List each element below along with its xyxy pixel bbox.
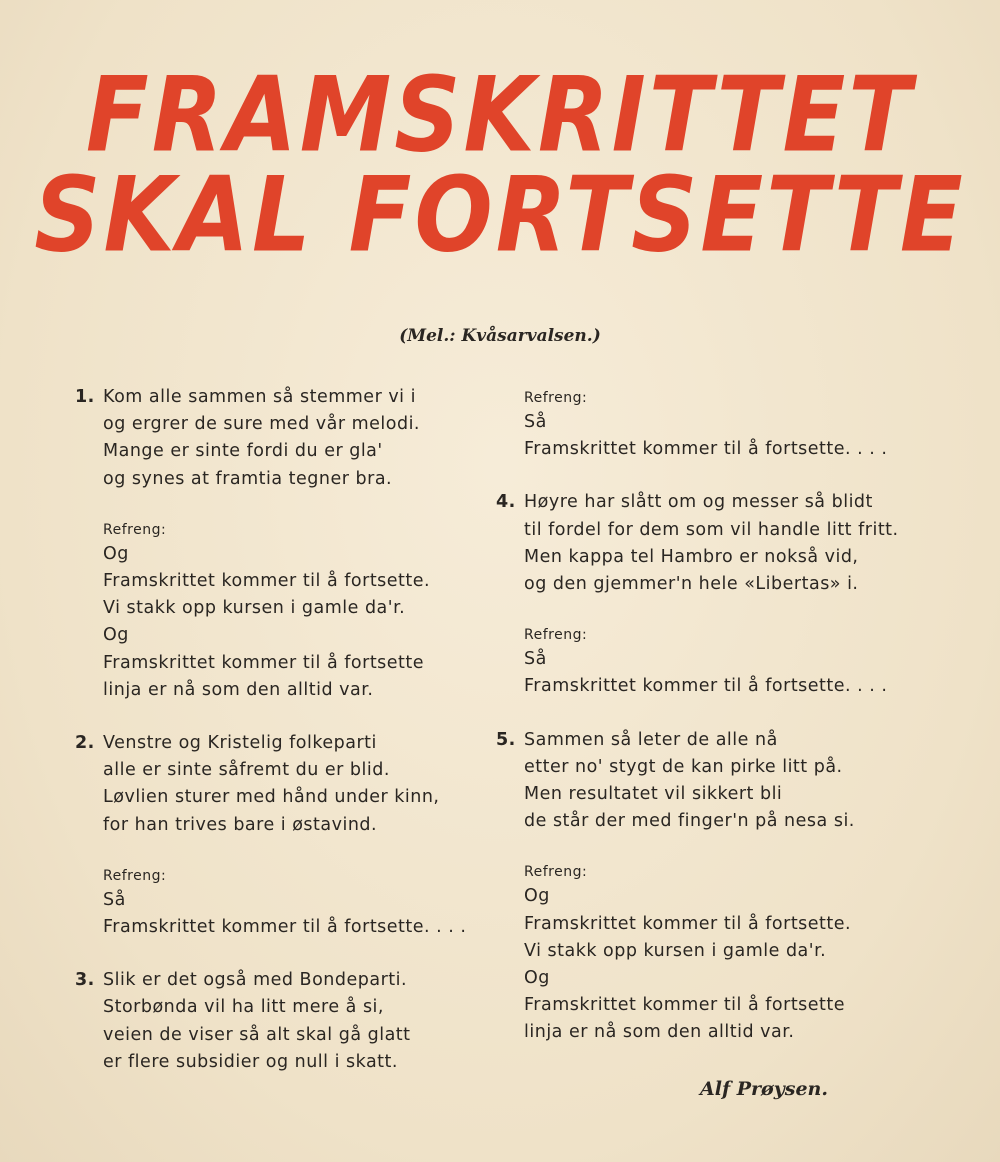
verse-line: Sammen så leter de alle nå <box>524 729 778 750</box>
verse-line: Mange er sinte fordi du er gla' <box>103 441 383 462</box>
refrain-1 <box>75 519 495 704</box>
refrain-line: Og <box>103 543 129 564</box>
verse-line: Løvlien sturer med hånd under kinn, <box>103 787 440 808</box>
refrain-label: Refreng: <box>524 864 588 881</box>
refrain-line: Og <box>103 625 129 646</box>
right-column <box>496 387 966 1047</box>
verse-number: 2. <box>75 733 95 754</box>
refrain-label: Refreng: <box>524 627 588 644</box>
verse-1 <box>75 384 495 493</box>
refrain-line: Framskrittet kommer til å fortsette. . . . <box>524 676 888 697</box>
refrain-line: Vi stakk opp kursen i gamle da'r. <box>103 598 406 619</box>
verse-line: alle er sinte såfremt du er blid. <box>103 760 390 781</box>
verse-line: Høyre har slått om og messer så blidt <box>524 492 873 513</box>
refrain-2-right <box>496 624 966 700</box>
refrain-line: Framskrittet kommer til å fortsette. <box>524 913 852 934</box>
refrain-line: linja er nå som den alltid var. <box>103 679 374 700</box>
verse-number: 5. <box>496 729 516 750</box>
verse-line: og den gjemmer'n hele «Libertas» i. <box>524 574 859 595</box>
verse-4 <box>496 489 966 598</box>
verse-2 <box>75 730 495 839</box>
title-line-1: FRAMSKRITTET <box>85 55 915 176</box>
refrain-label: Refreng: <box>103 867 167 884</box>
verse-line: til fordel for dem som vil handle litt fritt. <box>524 519 899 540</box>
verse-3 <box>75 967 495 1076</box>
verse-line: Storbønda vil ha litt mere å si, <box>103 997 384 1018</box>
verse-5 <box>496 727 966 836</box>
verse-number: 3. <box>75 970 95 991</box>
refrain-1-right <box>496 387 966 463</box>
verse-line: Men kappa tel Hambro er nokså vid, <box>524 546 859 567</box>
verse-number: 4. <box>496 492 516 513</box>
refrain-line: Og <box>524 886 550 907</box>
verse-line: veien de viser så alt skal gå glatt <box>103 1024 411 1045</box>
verse-line: Venstre og Kristelig folkeparti <box>103 733 377 754</box>
verse-line: og synes at framtia tegner bra. <box>103 468 393 489</box>
refrain-label: Refreng: <box>524 390 588 406</box>
refrain-line: linja er nå som den alltid var. <box>524 1022 795 1043</box>
verse-line: etter no' stygt de kan pirke litt på. <box>524 756 843 777</box>
verse-line: for han trives bare i østavind. <box>103 814 378 835</box>
refrain-label: Refreng: <box>103 521 167 538</box>
author-signature: Alf Prøysen. <box>700 1078 828 1100</box>
verse-line: Men resultatet vil sikkert bli <box>524 784 783 805</box>
verse-line: de står der med finger'n på nesa si. <box>524 811 855 832</box>
melody-note: (Mel.: Kvåsarvalsen.) <box>399 326 601 346</box>
refrain-line: Framskrittet kommer til å fortsette. . . . <box>103 917 467 938</box>
refrain-3-right <box>496 861 966 1046</box>
verse-line: Kom alle sammen så stemmer vi i <box>103 387 416 407</box>
refrain-2 <box>75 865 495 941</box>
title-line-2: SKAL FORTSETTE <box>34 155 966 276</box>
refrain-line: Så <box>103 889 126 910</box>
refrain-line: Så <box>524 649 547 670</box>
refrain-line: Så <box>524 412 547 432</box>
refrain-line: Framskrittet kommer til å fortsette. <box>103 571 431 592</box>
refrain-line: Framskrittet kommer til å fortsette <box>103 652 425 673</box>
refrain-line: Og <box>524 968 550 989</box>
verse-number: 1. <box>75 387 95 407</box>
left-column <box>75 384 495 1076</box>
verse-line: er flere subsidier og null i skatt. <box>103 1051 398 1072</box>
refrain-line: Framskrittet kommer til å fortsette <box>524 995 846 1016</box>
refrain-line: Vi stakk opp kursen i gamle da'r. <box>524 940 827 961</box>
refrain-line: Framskrittet kommer til å fortsette. . . . <box>524 439 888 460</box>
verse-line: og ergrer de sure med vår melodi. <box>103 414 420 435</box>
verse-line: Slik er det også med Bondeparti. <box>103 970 408 991</box>
